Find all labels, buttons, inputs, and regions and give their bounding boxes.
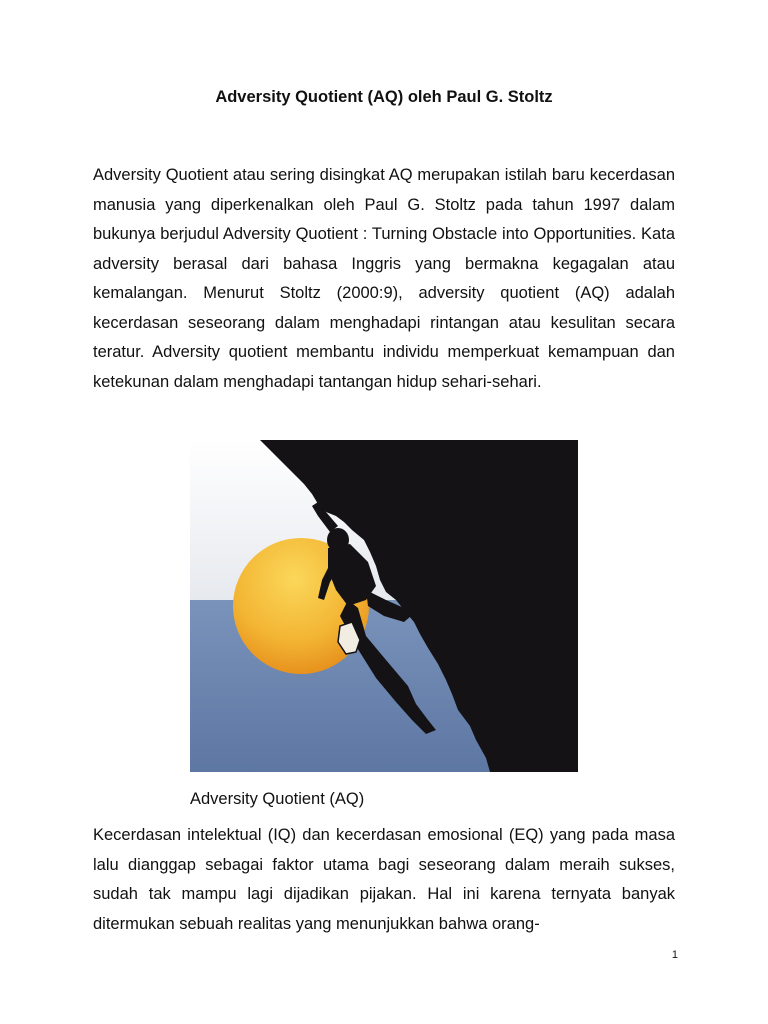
- figure-caption: Adversity Quotient (AQ): [190, 790, 365, 808]
- paragraph-continued: Kecerdasan intelektual (IQ) dan kecerdasan emosional (EQ) yang pada masa lalu dianggap sebagai faktor utama bagi seseorang dalam meraih sukses, sudah tak mampu lagi dijadikan pijakan. Hal ini karena ternyata banyak ditermukan sebuah realitas yang menunjukkan bahwa orang-: [93, 826, 675, 933]
- document-title: Adversity Quotient (AQ) oleh Paul G. Stoltz: [215, 88, 553, 106]
- climber-silhouette-illustration: [190, 440, 578, 772]
- paragraph-intro: Adversity Quotient atau sering disingkat AQ merupakan istilah baru kecerdasan manusia yang diperkenalkan oleh Paul G. Stoltz pada tahun 1997 dalam bukunya berjudul Adversity Quotient : Turning Obstacle into Opportunities. Kata adversity berasal dari bahasa Inggris yang bermakna kegagalan atau kemalangan. Menurut Stoltz (2000:9), adversity quotient (AQ) adalah kecerdasan seseorang dalam menghadapi rintangan atau kesulitan secara teratur. Adversity quotient membantu individu memperkuat kemampuan dan ketekunan dalam menghadapi tantangan hidup sehari-sehari.: [93, 166, 675, 391]
- climber-figure-image: [190, 440, 578, 772]
- page-number: 1: [671, 949, 678, 961]
